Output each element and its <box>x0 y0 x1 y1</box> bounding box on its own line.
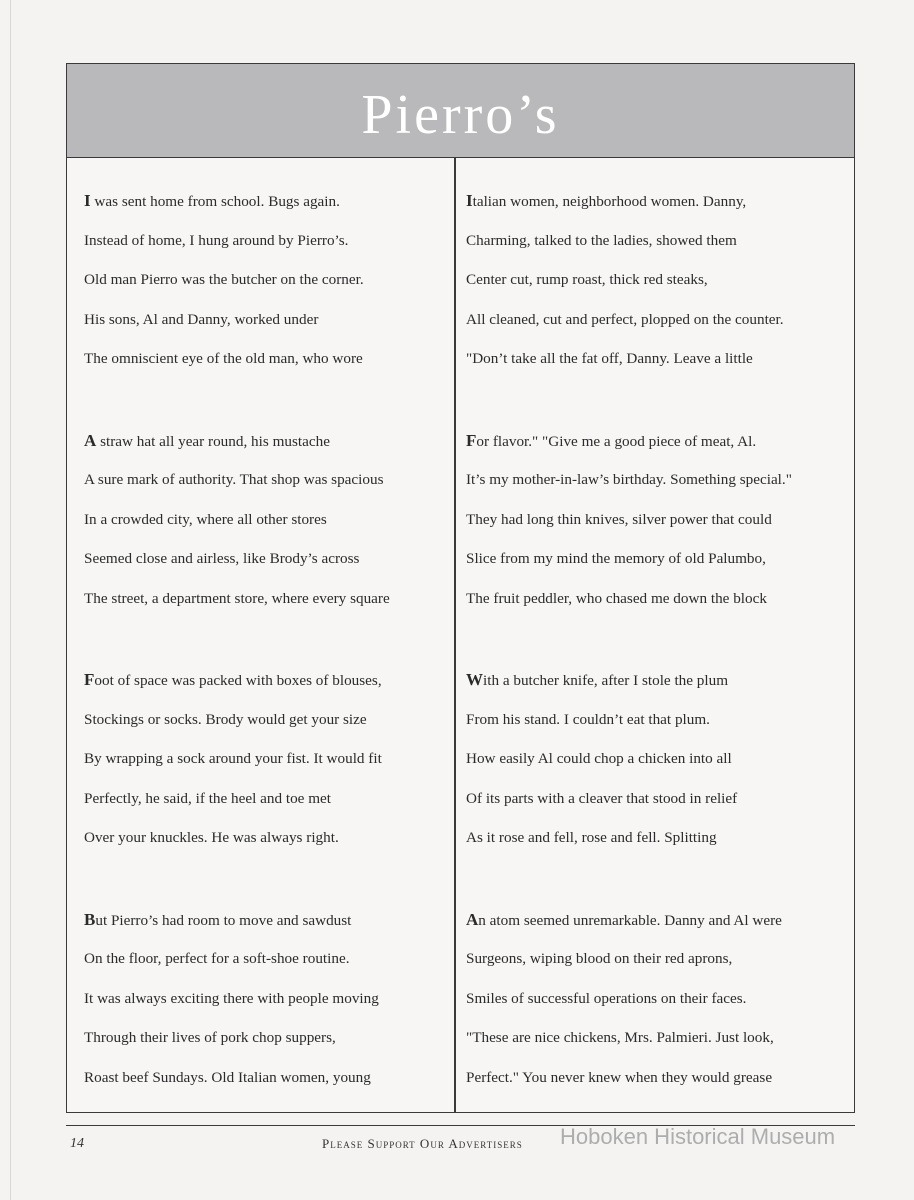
poem-line: The fruit peddler, who chased me down the block <box>466 589 767 607</box>
poem-line: Perfectly, he said, if the heel and toe met <box>84 789 331 807</box>
stanza <box>466 421 836 619</box>
museum-watermark: Hoboken Historical Museum <box>560 1124 836 1149</box>
stanza <box>84 900 454 1098</box>
poem-line: A straw hat all year round, his mustache <box>84 430 330 450</box>
column-divider <box>454 157 456 1112</box>
stanza <box>466 900 836 1098</box>
poem-line: I was sent home from school. Bugs again. <box>84 191 340 210</box>
stanza <box>84 181 454 379</box>
footer-advert-text: Please Support Our Advertisers <box>322 1136 523 1151</box>
poem-column-right <box>466 181 836 1139</box>
poem-line: By wrapping a sock around your fist. It would fit <box>84 750 382 767</box>
poem-line: Roast beef Sundays. Old Italian women, young <box>84 1068 371 1086</box>
poem-line: It’s my mother-in-law’s birthday. Something special." <box>466 471 792 488</box>
poem-line: They had long thin knives, silver power that could <box>466 510 772 528</box>
poem-line: Over your knuckles. He was always right. <box>84 829 339 846</box>
stanza <box>466 181 836 379</box>
poem-line: How easily Al could chop a chicken into all <box>466 750 732 767</box>
poem-line: The omniscient eye of the old man, who wore <box>84 350 363 367</box>
poem-frame <box>66 63 855 1113</box>
poem-line: It was always exciting there with people moving <box>84 989 379 1007</box>
poem-column-left <box>84 181 454 1139</box>
poem-line: Center cut, rump roast, thick red steaks, <box>466 271 708 288</box>
poem-line: But Pierro’s had room to move and sawdust <box>84 909 352 929</box>
poem-line: For flavor." "Give me a good piece of meat, Al. <box>466 430 757 450</box>
stanza <box>84 660 454 858</box>
poem-line: Slice from my mind the memory of old Palumbo, <box>466 550 766 567</box>
poem-line: All cleaned, cut and perfect, plopped on the counter. <box>466 310 784 328</box>
poem-line: With a butcher knife, after I stole the plum <box>466 670 729 689</box>
poem-line: In a crowded city, where all other stores <box>84 510 327 528</box>
poem-line: "These are nice chickens, Mrs. Palmieri. Just look, <box>466 1029 774 1046</box>
poem-line: Of its parts with a cleaver that stood in relief <box>466 789 738 807</box>
page-edge <box>10 0 11 1200</box>
poem-line: The street, a department store, where every square <box>84 589 390 607</box>
poem-line: Smiles of successful operations on their faces. <box>466 989 747 1007</box>
stanza <box>466 660 836 858</box>
poem-line: As it rose and fell, rose and fell. Splitting <box>466 829 717 846</box>
poem-line: His sons, Al and Danny, worked under <box>84 310 319 328</box>
poem-line: An atom seemed unremarkable. Danny and Al were <box>466 909 782 929</box>
poem-line: From his stand. I couldn’t eat that plum. <box>466 710 710 728</box>
poem-line: Old man Pierro was the butcher on the corner. <box>84 271 364 288</box>
poem-line: Seemed close and airless, like Brody’s across <box>84 550 360 567</box>
poem-line: Foot of space was packed with boxes of blouses, <box>84 670 382 689</box>
poem-line: Instead of home, I hung around by Pierro’s. <box>84 231 349 249</box>
poem-line: Charming, talked to the ladies, showed them <box>466 231 737 249</box>
stanza <box>84 421 454 619</box>
poem-line: Surgeons, wiping blood on their red aprons, <box>466 950 733 967</box>
poem-line: Perfect." You never knew when they would grease <box>466 1068 773 1086</box>
page-number: 14 <box>70 1136 84 1151</box>
poem-title: Pierro’s <box>361 84 560 146</box>
poem-line: "Don’t take all the fat off, Danny. Leave a little <box>466 350 753 367</box>
poem-line: Italian women, neighborhood women. Danny, <box>466 191 747 210</box>
poem-line: Through their lives of pork chop suppers, <box>84 1029 336 1046</box>
poem-line: A sure mark of authority. That shop was spacious <box>84 471 384 488</box>
poem-line: Stockings or socks. Brody would get your size <box>84 710 367 728</box>
poem-line: On the floor, perfect for a soft-shoe routine. <box>84 950 350 967</box>
title-band <box>67 64 854 158</box>
